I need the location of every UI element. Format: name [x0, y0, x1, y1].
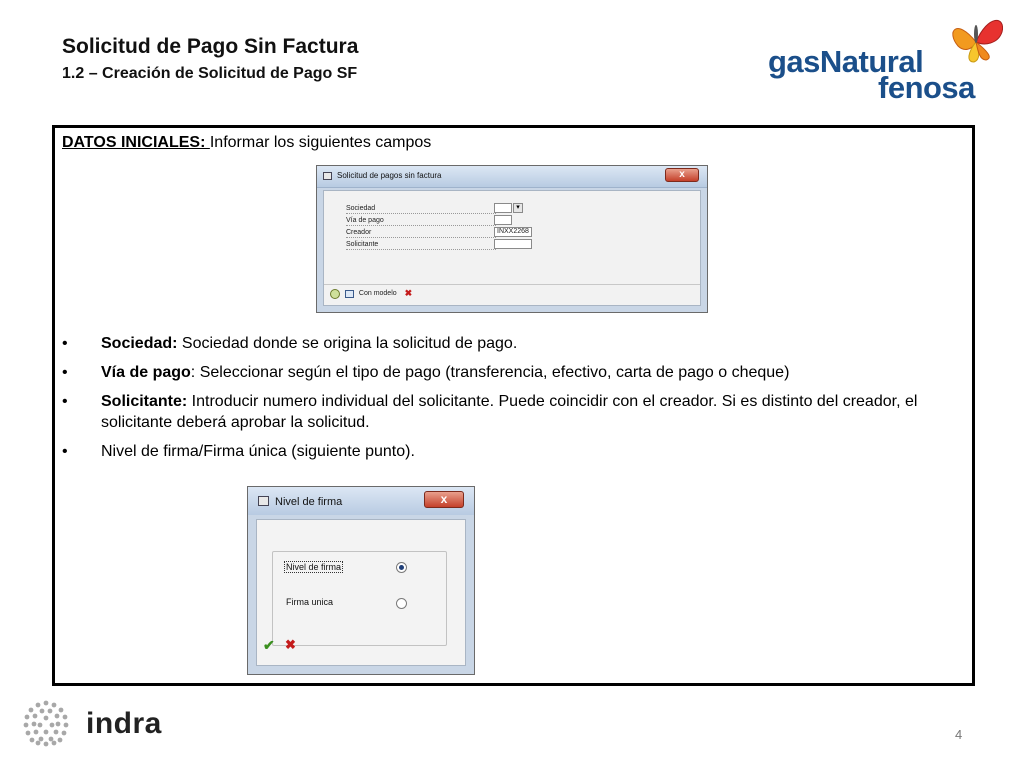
window-titlebar — [248, 487, 474, 515]
bullet-dot: • — [62, 364, 68, 381]
slide-subtitle: 1.2 – Creación de Solicitud de Pago SF — [62, 65, 358, 82]
via-pago-input[interactable] — [494, 215, 512, 225]
cancel-icon[interactable]: ✖ — [285, 637, 296, 652]
close-button[interactable]: x — [424, 491, 464, 508]
bullet-dot: • — [62, 393, 68, 410]
bullet-label: Solicitante: — [101, 393, 188, 410]
slide-title: Solicitud de Pago Sin Factura — [62, 35, 359, 58]
bullet-label: Sociedad: — [101, 335, 178, 352]
bullet-text: Introducir numero individual del solicitante. Puede coincidir con el creador. Si es distinto del creador, el solicitante deberá aprobar la solicitud. — [101, 393, 918, 431]
solicitante-input[interactable] — [494, 239, 532, 249]
bullet-text: Sociedad donde se origina la solicitud de pago. — [177, 335, 518, 352]
radio-firma-unica[interactable] — [396, 598, 407, 609]
ok-icon[interactable]: ✔ — [263, 637, 275, 653]
con-modelo-button[interactable]: Con modelo — [358, 290, 397, 297]
bullet-item-via-pago — [62, 362, 952, 383]
bullet-item-nivel-firma — [62, 441, 952, 462]
bullet-text: : Seleccionar según el tipo de pago (transferencia, efectivo, carta de pago o cheque) — [190, 364, 790, 381]
creador-input[interactable]: INXX2268 — [494, 227, 532, 237]
butterfly-icon — [946, 12, 1008, 64]
field-label-sociedad: Sociedad — [346, 203, 496, 214]
window-client-area — [323, 190, 701, 306]
field-label-via-pago: Vía de pago — [346, 215, 496, 226]
sociedad-input[interactable] — [494, 203, 512, 213]
bullet-item-solicitante — [62, 391, 952, 433]
logo-text-line1: gasNatural — [768, 44, 924, 79]
option-label-firma-unica[interactable]: Firma unica — [286, 597, 334, 607]
bullet-dot: • — [62, 335, 68, 352]
bullet-dot: • — [62, 443, 68, 460]
window-icon — [323, 172, 332, 180]
model-icon[interactable] — [345, 290, 354, 298]
datos-iniciales-text: Informar los siguientes campos — [209, 134, 432, 151]
bullet-text: Nivel de firma/Firma única (siguiente punto). — [101, 443, 415, 460]
logo-text-line2: fenosa — [878, 70, 975, 105]
solicitud-window-screenshot — [316, 165, 708, 313]
window-footer-toolbar — [330, 288, 412, 299]
field-label-creador: Creador — [346, 227, 496, 238]
radio-nivel-firma[interactable] — [396, 562, 407, 573]
option-label-nivel-firma[interactable]: Nivel de firma — [286, 562, 342, 572]
datos-iniciales-label: DATOS INICIALES: — [62, 134, 210, 151]
window-title: Solicitud de pagos sin factura — [337, 171, 442, 180]
window-titlebar — [317, 166, 707, 188]
sociedad-dropdown-icon[interactable]: ▾ — [513, 203, 523, 213]
indra-logo-text: indra — [86, 707, 162, 740]
bullet-item-sociedad — [62, 333, 952, 354]
bullet-list — [62, 333, 952, 470]
window-title: Nivel de firma — [275, 496, 343, 508]
cancel-icon[interactable]: ✖ — [404, 288, 413, 298]
nivel-firma-window-screenshot — [247, 486, 475, 675]
window-icon — [258, 496, 269, 506]
execute-icon[interactable] — [330, 289, 340, 299]
footer-divider — [324, 284, 700, 285]
gas-natural-fenosa-logo — [768, 12, 1013, 105]
datos-iniciales-line — [62, 134, 431, 152]
page-number: 4 — [955, 727, 963, 742]
close-button[interactable]: x — [665, 168, 699, 182]
field-label-solicitante: Solicitante — [346, 239, 496, 250]
bullet-label: Vía de pago — [101, 364, 191, 381]
indra-dots-icon — [22, 699, 70, 747]
